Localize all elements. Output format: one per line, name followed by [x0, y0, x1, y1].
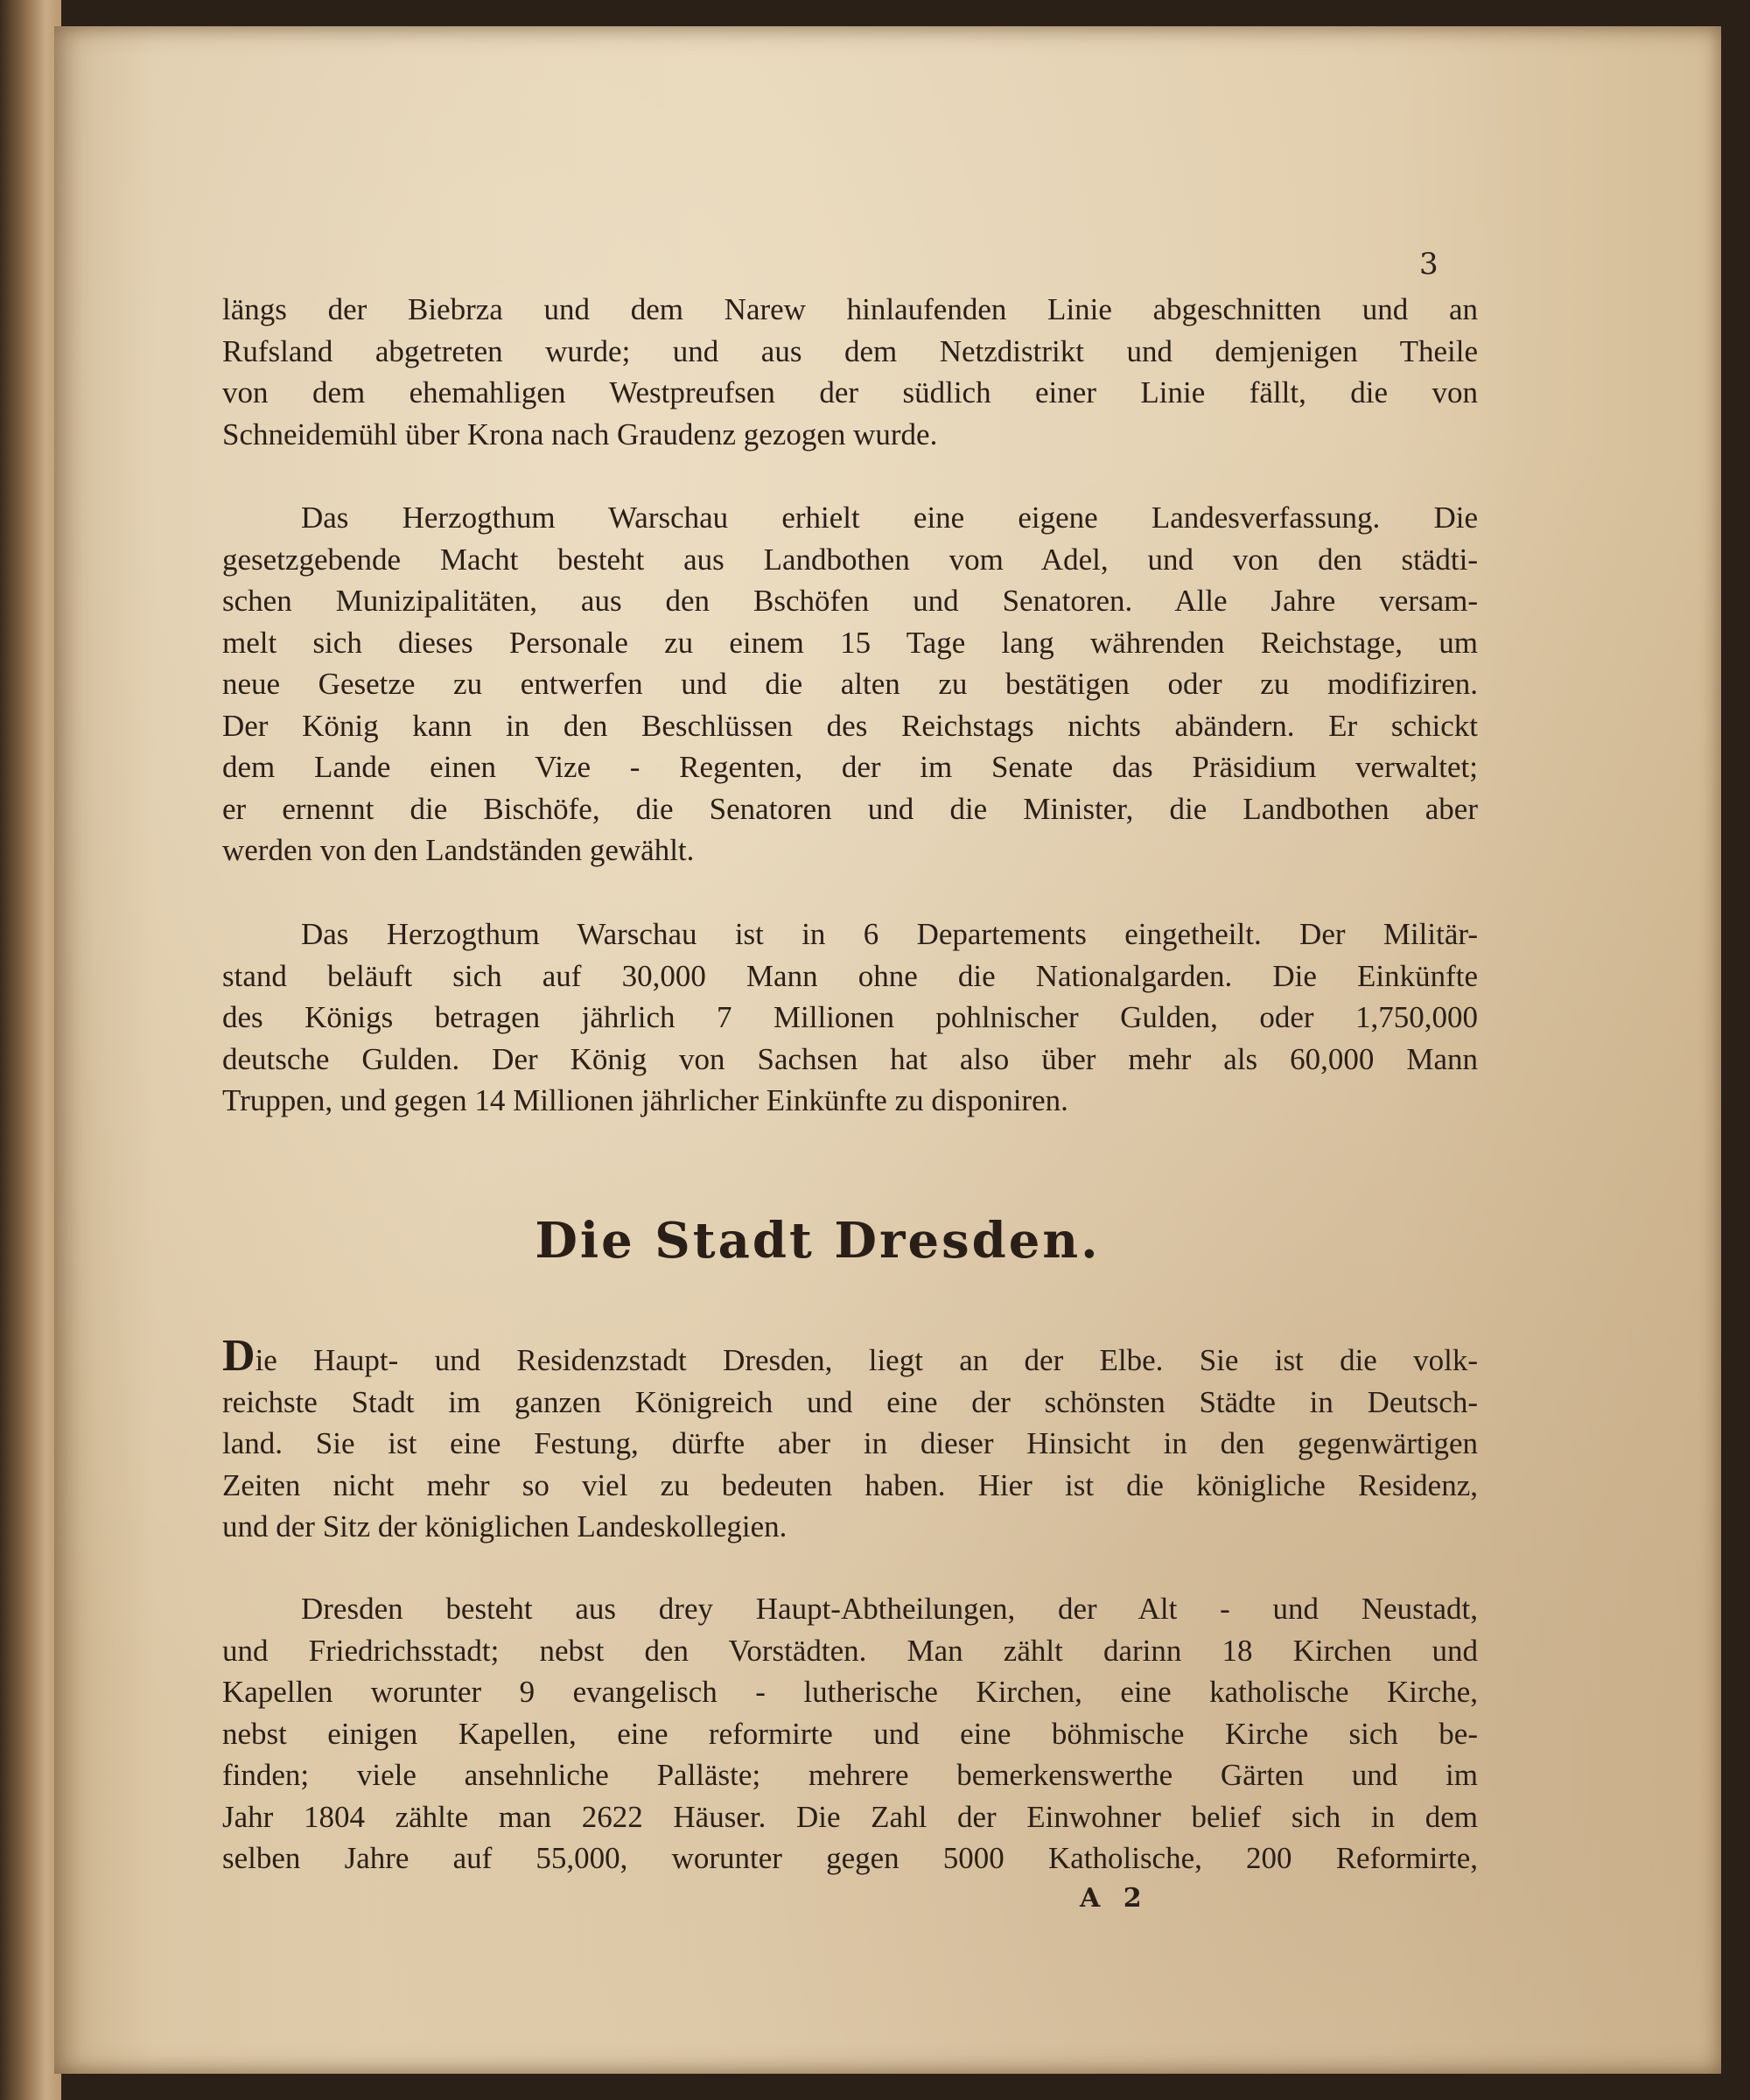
text-line: werden von den Landständen gewählt.	[222, 833, 695, 867]
text-line: melt sich dieses Personale zu einem 15 Tage lang währenden Reichstage, um	[222, 625, 1478, 660]
paragraph-residenzstadt	[222, 1331, 1478, 1548]
text-line: gesetzgebende Macht besteht aus Landbothen vom Adel, und von den städti-	[222, 542, 1478, 577]
text-line: Jahr 1804 zählte man 2622 Häuser. Die Zahl der Einwohner belief sich in dem	[222, 1799, 1478, 1834]
printer-signature: A 2	[1080, 1883, 1149, 1914]
text-line: schen Munizipalitäten, aus den Bschöfen und Senatoren. Alle Jahre versam-	[222, 584, 1478, 618]
text-line: stand beläuft sich auf 30,000 Mann ohne die Nationalgarden. Die Einkünfte	[222, 958, 1478, 993]
text-line: reichste Stadt im ganzen Königreich und eine der schönsten Städte in Deutsch-	[222, 1384, 1478, 1419]
text-line: Kapellen worunter 9 evangelisch - lutherische Kirchen, eine katholische Kirche,	[222, 1675, 1478, 1709]
text-line: er ernennt die Bischöfe, die Senatoren und die Minister, die Landbothen aber	[222, 791, 1478, 826]
text-line: Schneidemühl über Krona nach Graudenz gezogen wurde.	[222, 416, 938, 452]
page-sheet	[54, 26, 1721, 2074]
text-line: Truppen, und gegen 14 Millionen jährlicher Einkünfte zu disponiren.	[222, 1083, 1068, 1117]
text-line: Zeiten nicht mehr so viel zu bedeuten haben. Hier ist die königliche Residenz,	[222, 1467, 1478, 1502]
text-line: von dem ehemahligen Westpreufsen der südlich einer Linie fällt, die von	[222, 375, 1478, 410]
text-line: längs der Biebrza und dem Narew hinlaufenden Linie abgeschnitten und an	[222, 292, 1478, 326]
text-line: des Königs betragen jährlich 7 Millionen pohlnischer Gulden, oder 1,750,000	[222, 1000, 1478, 1034]
text-line: deutsche Gulden. Der König von Sachsen hat also über mehr als 60,000 Mann	[222, 1041, 1478, 1076]
text-line: finden; viele ansehnliche Palläste; mehrere bemerkenswerthe Gärten und im	[222, 1758, 1478, 1792]
book-spine	[0, 0, 61, 2100]
drop-cap: D	[222, 1331, 256, 1381]
text-line: selben Jahre auf 55,000, worunter gegen 5000 Katholische, 200 Reformirte,	[222, 1841, 1478, 1875]
text-line: und der Sitz der königlichen Landeskollegien.	[222, 1509, 788, 1544]
paragraph-linienabschnitt	[222, 289, 1478, 455]
text-line: und Friedrichsstadt; nebst den Vorstädten. Man zählt darinn 18 Kirchen und	[222, 1633, 1478, 1668]
text-line: Der König kann in den Beschlüssen des Reichstags nichts abändern. Er schickt	[222, 708, 1478, 743]
text-line	[222, 1331, 1478, 1382]
section-heading: Die Stadt Dresden.	[535, 1212, 1101, 1270]
text-line-content: ie Haupt- und Residenzstadt Dresden, liegt an der Elbe. Sie ist die volk-	[255, 1343, 1478, 1377]
text-line: Dresden besteht aus drey Haupt-Abtheilungen, der Alt - und Neustadt,	[301, 1592, 1478, 1626]
text-line: Das Herzogthum Warschau ist in 6 Departements eingetheilt. Der Militär-	[301, 917, 1478, 951]
text-line: land. Sie ist eine Festung, dürfte aber in dieser Hinsicht in den gegenwärtigen	[222, 1426, 1478, 1460]
text-line: Rufsland abgetreten wurde; und aus dem Netzdistrikt und demjenigen Theile	[222, 333, 1478, 368]
text-line: dem Lande einen Vize - Regenten, der im Senate das Präsidium verwaltet;	[222, 750, 1478, 784]
paragraph-landesverfassung	[222, 497, 1478, 872]
text-line: nebst einigen Kapellen, eine reformirte und eine böhmische Kirche sich be-	[222, 1716, 1478, 1751]
page-number: 3	[1419, 247, 1438, 282]
text-line: neue Gesetze zu entwerfen und die alten zu bestätigen oder zu modifiziren.	[222, 667, 1478, 701]
paragraph-abtheilungen	[222, 1588, 1478, 1880]
paragraph-departements	[222, 914, 1478, 1122]
text-line: Das Herzogthum Warschau erhielt eine eigene Landesverfassung. Die	[301, 500, 1478, 535]
